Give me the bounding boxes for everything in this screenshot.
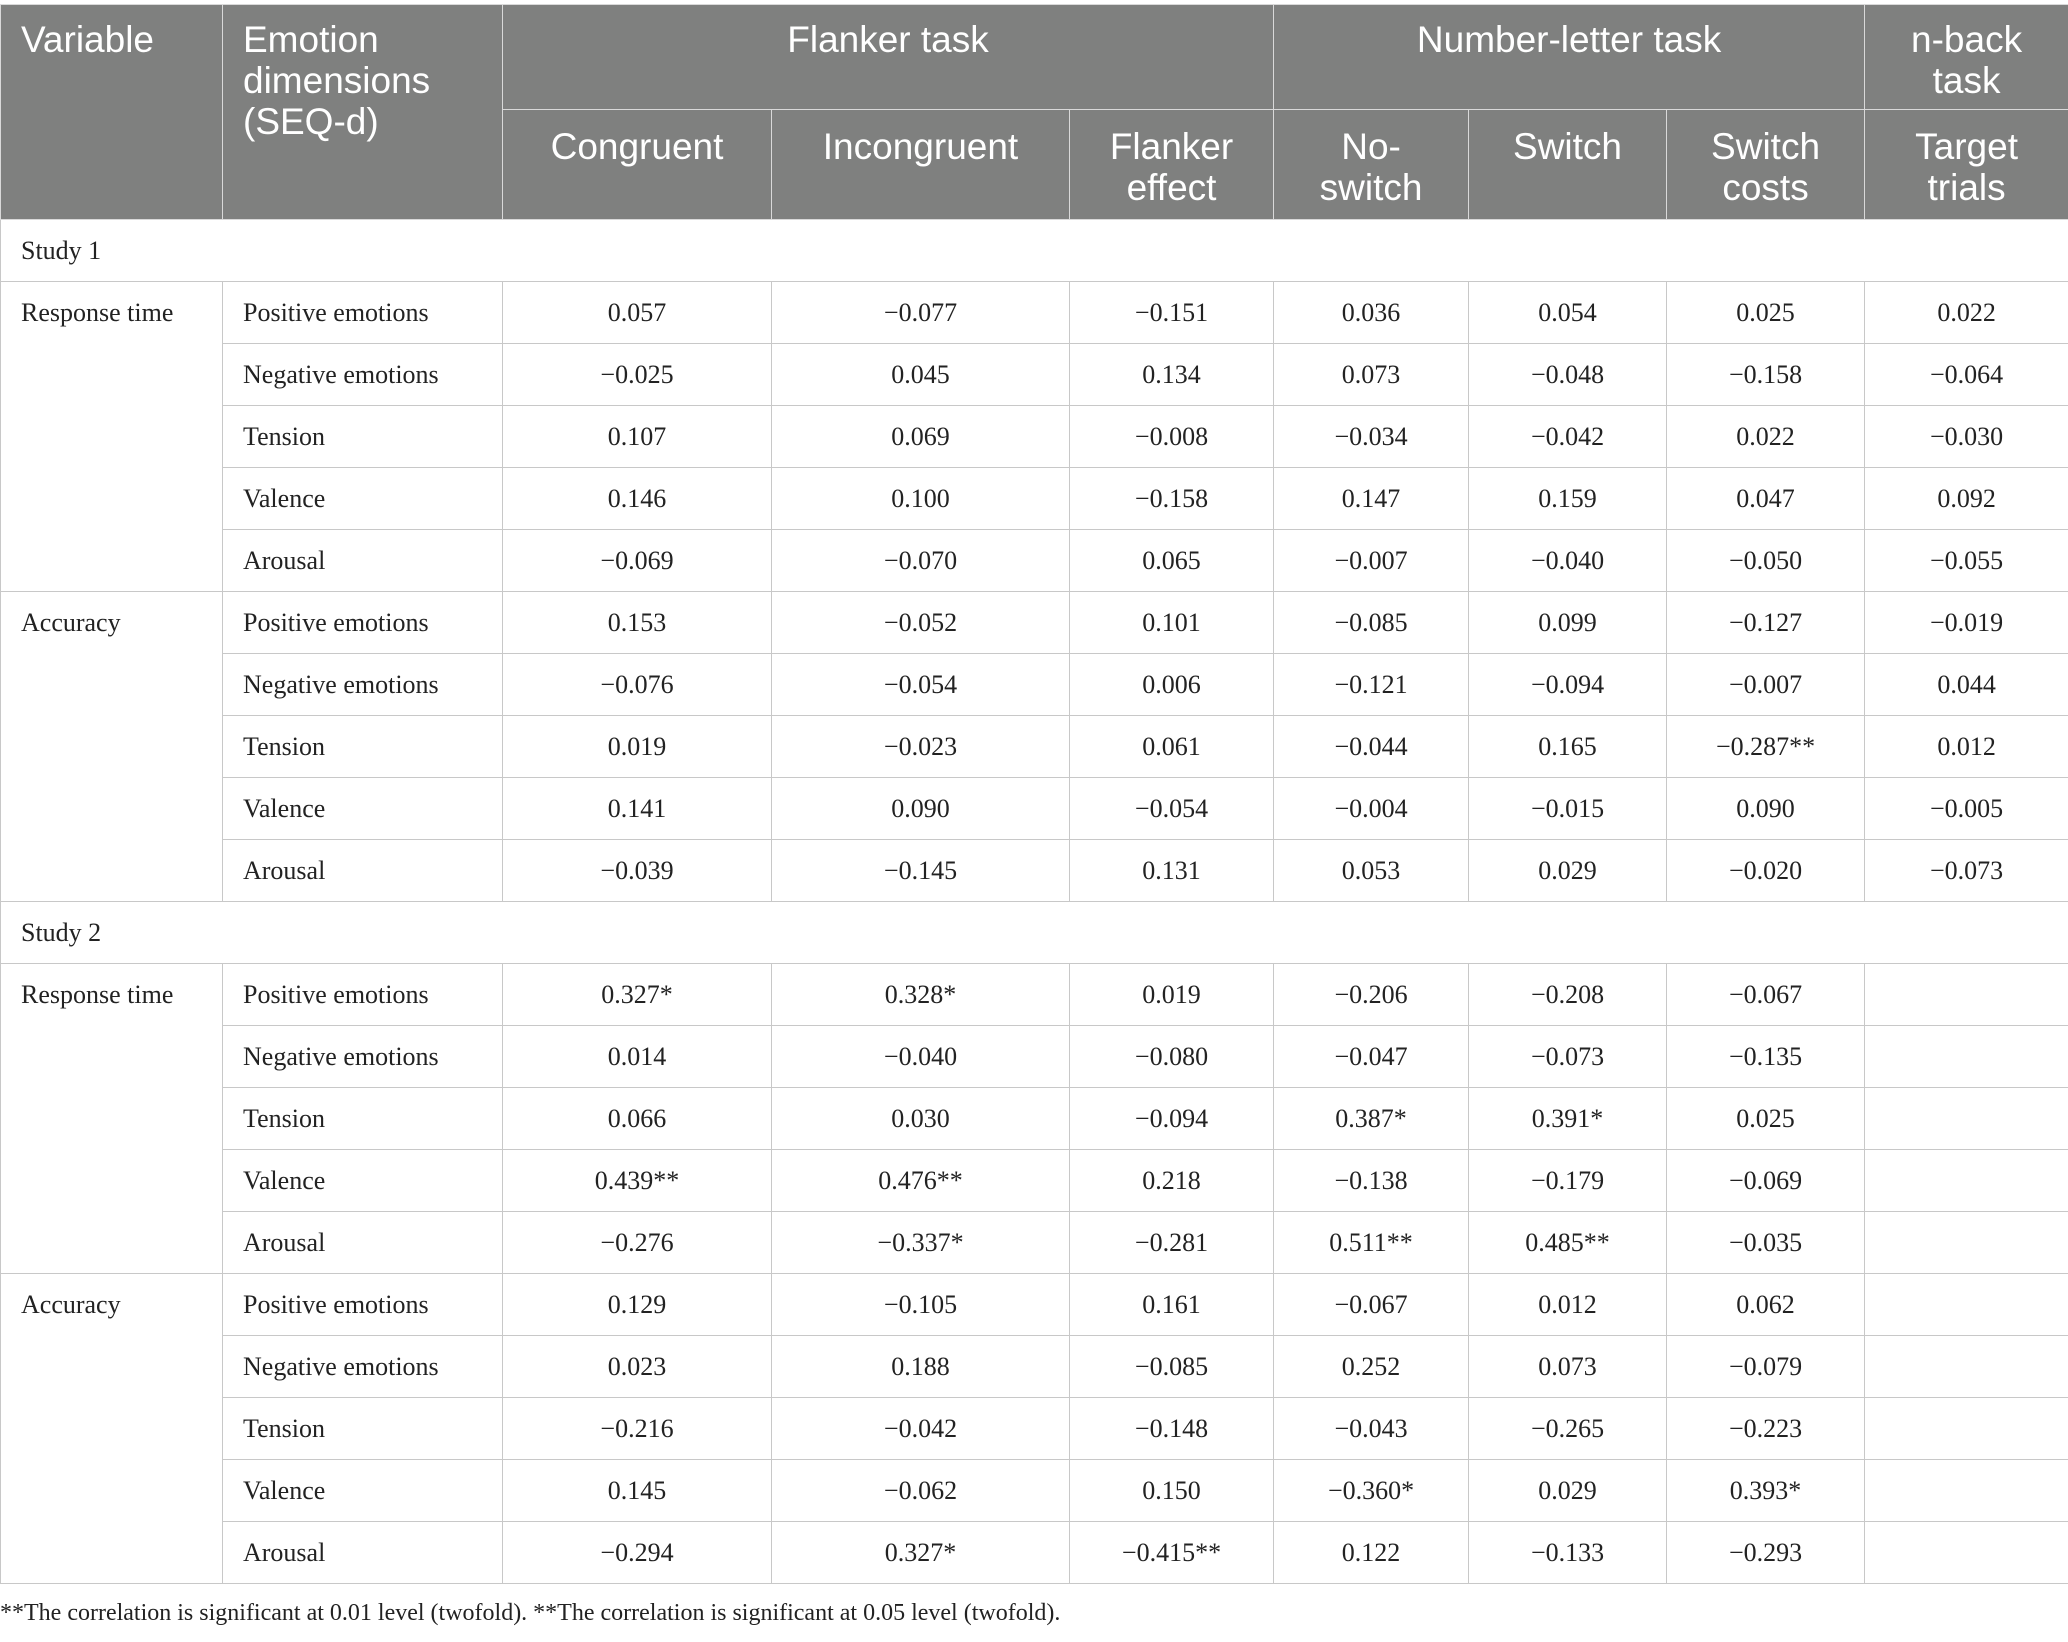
emotion-label: Negative emotions [223, 654, 503, 716]
value-cell [1865, 964, 2068, 1026]
value-cell: −0.025 [503, 344, 772, 406]
value-cell: 0.012 [1865, 716, 2068, 778]
value-cell: −0.276 [503, 1212, 772, 1274]
value-cell: 0.006 [1070, 654, 1274, 716]
table-row [1, 964, 2068, 1026]
value-cell: −0.054 [772, 654, 1070, 716]
table-row [1, 1212, 2068, 1274]
value-cell: 0.161 [1070, 1274, 1274, 1336]
correlation-table [0, 4, 2068, 1584]
value-cell: 0.476** [772, 1150, 1070, 1212]
value-cell: 0.134 [1070, 344, 1274, 406]
value-cell: −0.040 [1469, 530, 1667, 592]
value-cell: 0.012 [1469, 1274, 1667, 1336]
value-cell: 0.159 [1469, 468, 1667, 530]
header-incongruent: Incongruent [772, 110, 1070, 220]
value-cell [1865, 1150, 2068, 1212]
header-group-number-letter: Number-letter task [1274, 5, 1865, 110]
table-row [1, 344, 2068, 406]
value-cell [1865, 1026, 2068, 1088]
value-cell: 0.165 [1469, 716, 1667, 778]
value-cell: −0.265 [1469, 1398, 1667, 1460]
value-cell: −0.287** [1667, 716, 1865, 778]
value-cell: −0.145 [772, 840, 1070, 902]
value-cell: −0.019 [1865, 592, 2068, 654]
value-cell: −0.337* [772, 1212, 1070, 1274]
value-cell: −0.121 [1274, 654, 1469, 716]
value-cell: −0.043 [1274, 1398, 1469, 1460]
value-cell: −0.069 [1667, 1150, 1865, 1212]
table-row [1, 1150, 2068, 1212]
value-cell: −0.158 [1070, 468, 1274, 530]
value-cell [1865, 1088, 2068, 1150]
value-cell: 0.022 [1667, 406, 1865, 468]
table-row [1, 778, 2068, 840]
value-cell: 0.023 [503, 1336, 772, 1398]
emotion-label: Positive emotions [223, 592, 503, 654]
value-cell: 0.122 [1274, 1522, 1469, 1584]
value-cell: −0.030 [1865, 406, 2068, 468]
value-cell [1865, 1336, 2068, 1398]
value-cell: −0.042 [1469, 406, 1667, 468]
value-cell: −0.158 [1667, 344, 1865, 406]
value-cell: −0.085 [1070, 1336, 1274, 1398]
value-cell: −0.064 [1865, 344, 2068, 406]
table-row [1, 468, 2068, 530]
value-cell: −0.015 [1469, 778, 1667, 840]
emotion-label: Positive emotions [223, 282, 503, 344]
header-variable: Variable [1, 5, 223, 220]
emotion-label: Negative emotions [223, 1336, 503, 1398]
emotion-label: Arousal [223, 840, 503, 902]
value-cell: 0.145 [503, 1460, 772, 1522]
header-group-nback: n-back task [1865, 5, 2068, 110]
value-cell: −0.094 [1070, 1088, 1274, 1150]
value-cell: 0.147 [1274, 468, 1469, 530]
table-row [1, 1274, 2068, 1336]
value-cell: 0.029 [1469, 840, 1667, 902]
value-cell: −0.055 [1865, 530, 2068, 592]
value-cell: −0.073 [1865, 840, 2068, 902]
value-cell: −0.281 [1070, 1212, 1274, 1274]
header-switch: Switch [1469, 110, 1667, 220]
value-cell: 0.044 [1865, 654, 2068, 716]
value-cell: 0.100 [772, 468, 1070, 530]
value-cell: 0.022 [1865, 282, 2068, 344]
value-cell: 0.073 [1469, 1336, 1667, 1398]
value-cell: −0.023 [772, 716, 1070, 778]
value-cell: 0.485** [1469, 1212, 1667, 1274]
table-row [1, 282, 2068, 344]
value-cell: −0.294 [503, 1522, 772, 1584]
value-cell: −0.020 [1667, 840, 1865, 902]
emotion-label: Valence [223, 468, 503, 530]
table-row [1, 1522, 2068, 1584]
value-cell: −0.133 [1469, 1522, 1667, 1584]
table-header [1, 5, 2068, 220]
emotion-label: Positive emotions [223, 964, 503, 1026]
table-row [1, 1398, 2068, 1460]
value-cell: 0.327* [503, 964, 772, 1026]
value-cell: 0.036 [1274, 282, 1469, 344]
table-row [1, 406, 2068, 468]
value-cell [1865, 1274, 2068, 1336]
value-cell: −0.047 [1274, 1026, 1469, 1088]
value-cell: 0.019 [1070, 964, 1274, 1026]
value-cell: 0.101 [1070, 592, 1274, 654]
variable-label: Response time [1, 282, 223, 592]
value-cell: −0.076 [503, 654, 772, 716]
table-footnote: **The correlation is significant at 0.01 level (twofold). **The correlation is significant at 0.05 level (twofold). [0, 1600, 1061, 1626]
value-cell: 0.327* [772, 1522, 1070, 1584]
value-cell: 0.391* [1469, 1088, 1667, 1150]
value-cell: 0.061 [1070, 716, 1274, 778]
table-row [1, 1336, 2068, 1398]
value-cell: 0.393* [1667, 1460, 1865, 1522]
study-row [1, 220, 2068, 282]
value-cell: 0.014 [503, 1026, 772, 1088]
emotion-label: Positive emotions [223, 1274, 503, 1336]
emotion-label: Tension [223, 1398, 503, 1460]
value-cell: −0.105 [772, 1274, 1070, 1336]
value-cell: −0.052 [772, 592, 1070, 654]
variable-label: Accuracy [1, 1274, 223, 1584]
value-cell: −0.073 [1469, 1026, 1667, 1088]
value-cell: −0.127 [1667, 592, 1865, 654]
value-cell: 0.439** [503, 1150, 772, 1212]
value-cell: −0.042 [772, 1398, 1070, 1460]
value-cell: −0.179 [1469, 1150, 1667, 1212]
value-cell: −0.070 [772, 530, 1070, 592]
emotion-label: Negative emotions [223, 1026, 503, 1088]
value-cell: 0.511** [1274, 1212, 1469, 1274]
value-cell: 0.150 [1070, 1460, 1274, 1522]
value-cell: 0.053 [1274, 840, 1469, 902]
value-cell [1865, 1212, 2068, 1274]
table-row [1, 1088, 2068, 1150]
value-cell: −0.094 [1469, 654, 1667, 716]
value-cell: −0.148 [1070, 1398, 1274, 1460]
value-cell: −0.067 [1274, 1274, 1469, 1336]
value-cell: −0.069 [503, 530, 772, 592]
header-target-trials: Target trials [1865, 110, 2068, 220]
emotion-label: Valence [223, 1150, 503, 1212]
emotion-label: Valence [223, 1460, 503, 1522]
value-cell: −0.062 [772, 1460, 1070, 1522]
value-cell: 0.029 [1469, 1460, 1667, 1522]
value-cell: 0.131 [1070, 840, 1274, 902]
header-congruent: Congruent [503, 110, 772, 220]
value-cell: 0.019 [503, 716, 772, 778]
value-cell: 0.066 [503, 1088, 772, 1150]
emotion-label: Arousal [223, 1522, 503, 1584]
value-cell: 0.030 [772, 1088, 1070, 1150]
value-cell: −0.085 [1274, 592, 1469, 654]
value-cell: 0.387* [1274, 1088, 1469, 1150]
header-emotion-dimensions: Emotion dimensions (SEQ-d) [223, 5, 503, 220]
value-cell: 0.045 [772, 344, 1070, 406]
value-cell: 0.069 [772, 406, 1070, 468]
study-row [1, 902, 2068, 964]
value-cell: 0.090 [772, 778, 1070, 840]
value-cell: 0.141 [503, 778, 772, 840]
value-cell: 0.218 [1070, 1150, 1274, 1212]
header-group-flanker: Flanker task [503, 5, 1274, 110]
value-cell: −0.067 [1667, 964, 1865, 1026]
value-cell: −0.005 [1865, 778, 2068, 840]
value-cell: −0.035 [1667, 1212, 1865, 1274]
value-cell [1865, 1522, 2068, 1584]
emotion-label: Arousal [223, 1212, 503, 1274]
study-label: Study 1 [1, 220, 2068, 282]
header-switch-costs: Switch costs [1667, 110, 1865, 220]
value-cell: −0.054 [1070, 778, 1274, 840]
emotion-label: Negative emotions [223, 344, 503, 406]
table-row [1, 654, 2068, 716]
value-cell: 0.047 [1667, 468, 1865, 530]
value-cell: −0.050 [1667, 530, 1865, 592]
value-cell: 0.057 [503, 282, 772, 344]
value-cell: 0.062 [1667, 1274, 1865, 1336]
value-cell [1865, 1398, 2068, 1460]
variable-label: Response time [1, 964, 223, 1274]
emotion-label: Valence [223, 778, 503, 840]
value-cell: −0.040 [772, 1026, 1070, 1088]
value-cell: 0.054 [1469, 282, 1667, 344]
value-cell: −0.079 [1667, 1336, 1865, 1398]
value-cell: 0.107 [503, 406, 772, 468]
value-cell: −0.007 [1274, 530, 1469, 592]
value-cell: 0.188 [772, 1336, 1070, 1398]
value-cell: 0.129 [503, 1274, 772, 1336]
value-cell: 0.073 [1274, 344, 1469, 406]
value-cell: 0.328* [772, 964, 1070, 1026]
value-cell [1865, 1460, 2068, 1522]
table-row [1, 840, 2068, 902]
table-row [1, 530, 2068, 592]
value-cell: −0.077 [772, 282, 1070, 344]
value-cell: 0.252 [1274, 1336, 1469, 1398]
value-cell: −0.360* [1274, 1460, 1469, 1522]
value-cell: 0.092 [1865, 468, 2068, 530]
emotion-label: Tension [223, 406, 503, 468]
table-row [1, 592, 2068, 654]
value-cell: −0.135 [1667, 1026, 1865, 1088]
study-label: Study 2 [1, 902, 2068, 964]
value-cell: −0.039 [503, 840, 772, 902]
value-cell: 0.025 [1667, 1088, 1865, 1150]
value-cell: −0.080 [1070, 1026, 1274, 1088]
value-cell: −0.007 [1667, 654, 1865, 716]
value-cell: −0.223 [1667, 1398, 1865, 1460]
value-cell: 0.025 [1667, 282, 1865, 344]
value-cell: −0.151 [1070, 282, 1274, 344]
value-cell: 0.153 [503, 592, 772, 654]
value-cell: −0.044 [1274, 716, 1469, 778]
value-cell: −0.206 [1274, 964, 1469, 1026]
value-cell: −0.415** [1070, 1522, 1274, 1584]
emotion-label: Tension [223, 1088, 503, 1150]
value-cell: 0.099 [1469, 592, 1667, 654]
value-cell: 0.090 [1667, 778, 1865, 840]
value-cell: −0.004 [1274, 778, 1469, 840]
variable-label: Accuracy [1, 592, 223, 902]
value-cell: −0.216 [503, 1398, 772, 1460]
table-row [1, 1026, 2068, 1088]
value-cell: −0.048 [1469, 344, 1667, 406]
header-flanker-effect: Flanker effect [1070, 110, 1274, 220]
value-cell: −0.008 [1070, 406, 1274, 468]
emotion-label: Arousal [223, 530, 503, 592]
header-no-switch: No-switch [1274, 110, 1469, 220]
table-body [1, 220, 2068, 1584]
value-cell: −0.293 [1667, 1522, 1865, 1584]
value-cell: 0.146 [503, 468, 772, 530]
value-cell: −0.208 [1469, 964, 1667, 1026]
table-row [1, 716, 2068, 778]
emotion-label: Tension [223, 716, 503, 778]
value-cell: 0.065 [1070, 530, 1274, 592]
table-row [1, 1460, 2068, 1522]
value-cell: −0.138 [1274, 1150, 1469, 1212]
value-cell: −0.034 [1274, 406, 1469, 468]
